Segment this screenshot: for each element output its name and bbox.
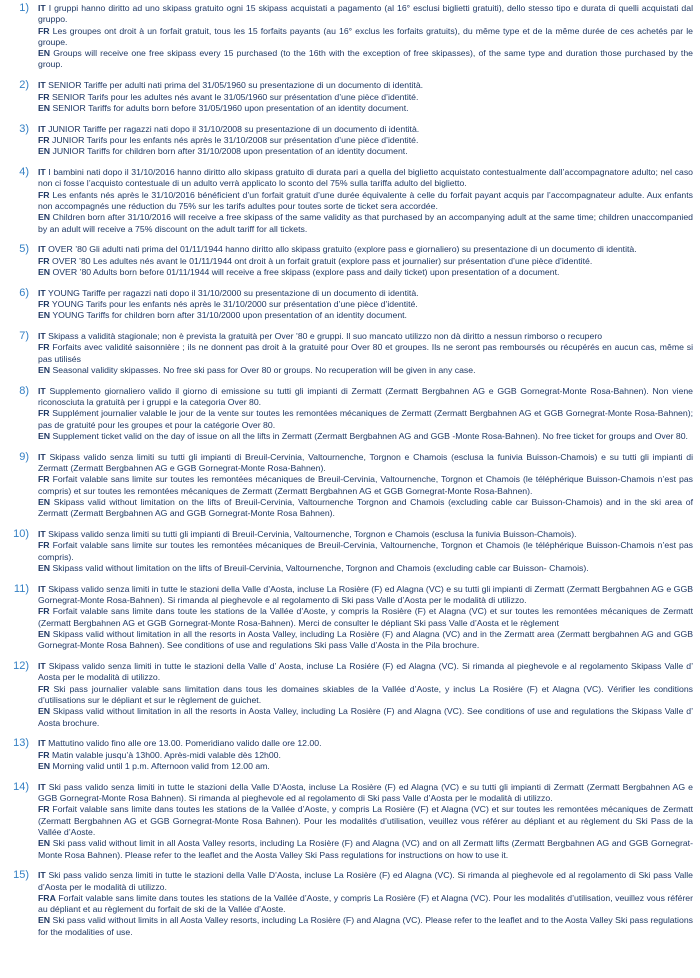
lang-text: Mattutino valido fino alle ore 13.00. Pomeridiano valido dalle ore 12.00.: [48, 738, 322, 749]
lang-text: JUNIOR Tarifs pour les enfants nés après le 31/10/2008 sur présentation d’une pièce d’identité.: [52, 134, 419, 145]
lang-text: OVER ’80 Gli adulti nati prima del 01/11/1944 hanno diritto allo skipass gratuito (explore pass e giornaliero) su presentazione di un documento di identità.: [48, 244, 637, 255]
lang-label: EN: [38, 760, 51, 771]
lang-text: Forfait valable sans limite sur toutes les remontées mécaniques de Breuil-Cervinia, Valtournenche, Torgnon et Chamois (le téléphérique Buisson-Chamois n’est pas compris).: [38, 540, 694, 562]
lang-section: [38, 782, 693, 805]
lang-section: [38, 915, 693, 938]
lang-label: FR: [38, 299, 50, 310]
lang-text: JUNIOR Tariffs for children born after 31/10/2008 upon presentation of an identity document.: [52, 146, 408, 157]
lang-text: Children born after 31/10/2016 will receive a free skipass of the same validity as that purchased by an accompanying adult at the same time; children unaccompanied by an adult will receive a 75% discount on the adult tariff for all tickets.: [38, 212, 693, 234]
lang-label: FR: [38, 189, 50, 200]
lang-label: EN: [38, 496, 51, 507]
lang-text: YOUNG Tariffs for children born after 31/10/2000 upon presentation of an identity document.: [52, 310, 407, 321]
lang-section: [38, 365, 693, 376]
lang-section: [38, 103, 693, 114]
item-number: 8): [19, 384, 29, 397]
lang-label: IT: [38, 3, 46, 13]
lang-text: OVER ’80 Les adultes nés avant le 01/11/1944 ont droit à un forfait gratuit (explore pass et journalier) sur présentation d’une pièce d’identité.: [52, 255, 593, 266]
lang-section: [38, 48, 693, 71]
lang-label: IT: [38, 529, 46, 540]
lang-text: Forfait valable sans limite sur toutes les remontées mécaniques de Breuil-Cervinia, Valtournenche, Torgnon et Chamois (le téléphérique Buisson-Chamois n’est pas compris) et sur toutes les remontées mécaniques de Zermatt (Zermatt Bergbahnen AG et GGB Gornegrat-Monte Rosa-Bahnen).: [38, 474, 694, 496]
lang-text: Skipass valid without limitation in all the resorts in Aosta Valley, including La Rosière (F) and Alagna (VC). See conditions of use and regulations the Skipass Valle d’ Aosta brochure.: [38, 706, 693, 728]
list-item: [5, 167, 693, 235]
lang-label: IT: [38, 451, 46, 462]
list-item: [5, 386, 693, 442]
terms-list: [5, 3, 693, 938]
lang-text: I bambini nati dopo il 31/10/2016 hanno diritto allo skipass gratuito di durata pari a quella del biglietto acquistato contestualmente dall’accompagnatore adulto; nel caso non ci fosse l’acquisto contestuale di un adulto verrà applicato lo sconto del 75% sulla tariffa adulto del biglietto.: [38, 167, 693, 189]
lang-label: FR: [38, 683, 50, 694]
list-item: [5, 529, 693, 574]
lang-section: [38, 431, 693, 442]
lang-section: [38, 563, 693, 574]
lang-section: [38, 761, 693, 772]
lang-label: FR: [38, 255, 50, 266]
lang-section: [38, 497, 693, 520]
item-number: 15): [13, 869, 29, 882]
lang-label: FRA: [38, 892, 56, 903]
lang-label: FR: [38, 91, 50, 102]
item-body: [38, 3, 693, 71]
lang-section: [38, 629, 693, 652]
lang-section: [38, 80, 693, 91]
lang-text: SENIOR Tarifs pour les adultes nés avant le 31/05/1960 sur présentation d’une pièce d’identité.: [52, 91, 419, 102]
item-number: 13): [13, 737, 29, 750]
lang-label: FR: [38, 804, 50, 815]
item-body: [38, 167, 693, 235]
lang-text: Forfaits avec validité saisonnière ; ils ne donnent pas droit à la gratuité pour Over 80 et groupes. Ils ne seront pas remboursés ou récupérés en aucun cas, même si pas utilisés: [38, 342, 693, 364]
lang-label: IT: [38, 167, 46, 178]
item-body: [38, 661, 693, 729]
lang-label: IT: [38, 287, 46, 298]
lang-section: [38, 299, 693, 310]
lang-label: EN: [38, 310, 51, 321]
list-item: [5, 452, 693, 520]
lang-section: [38, 738, 693, 749]
lang-text: Skipass valido senza limiti in tutte le stazioni della Valle d’Aosta, incluse La Rosière (F) ed Alagna (VC) e su tutti gli impianti di Zermatt (Zermatt Bergbahnen AG e GGB Gornegrat-Monte Rosa-Bahnen). Si rimanda al pieghevole e al regolamento di Ski pass Valle d’Aosta per le modalità di utilizzo.: [38, 583, 693, 606]
lang-section: [38, 870, 693, 893]
lang-section: [38, 244, 693, 255]
lang-label: IT: [38, 583, 46, 594]
lang-text: Skipass valid without limitation on the lifts of Breuil-Cervinia, Valtournenche Torgnon and Chamois (excluding cable car Buisson-Chamois) and in the ski area of Zermatt (Zermatt Bergbahnen AG and GGB Gornegrat-Monte Rosa Bahnen).: [38, 496, 693, 519]
lang-label: IT: [38, 80, 46, 91]
list-item: [5, 124, 693, 158]
lang-label: EN: [38, 212, 51, 223]
lang-text: OVER ’80 Adults born before 01/11/1944 will receive a free skipass (explore pass and daily ticket) upon presentation of a document.: [52, 266, 560, 277]
item-body: [38, 529, 693, 574]
item-number: 4): [19, 166, 29, 179]
lang-label: EN: [38, 146, 51, 157]
lang-label: IT: [38, 870, 46, 881]
lang-text: Supplemento giornaliero valido il giorno di emissione su tutti gli impianti di Zermatt (Zermatt Bergbahnen AG e GGB Gornegrat-Monte Rosa-Bahnen). Non viene riconosciuta la gratuità per i gruppi e la categoria Over 80.: [38, 385, 693, 408]
lang-section: [38, 804, 693, 838]
item-body: [38, 124, 693, 158]
item-body: [38, 738, 693, 772]
lang-label: EN: [38, 266, 51, 277]
lang-text: YOUNG Tarifs pour les enfants nés après le 31/10/2000 sur présentation d’une pièce d’identité.: [51, 299, 418, 310]
lang-section: [38, 342, 693, 365]
lang-text: Ski pass valido senza limiti in tutte le stazioni della Valle D’Aosta, incluse La Rosière (F) ed Alagna (VC). Si rimanda al pieghevole ed al regolamento di Ski pass Valle d’Aosta per le modalità di utilizzo.: [38, 870, 693, 892]
lang-section: [38, 386, 693, 409]
lang-label: EN: [38, 102, 51, 113]
lang-label: FR: [38, 134, 50, 145]
lang-section: [38, 331, 693, 342]
lang-text: I gruppi hanno diritto ad uno skipass gratuito ogni 15 skipass acquistati a pagamento (al 16° esclusi biglietti gratuiti), dello stesso tipo e durata di quelli acquistati dal gruppo.: [38, 3, 693, 25]
lang-text: Forfait valable sans limite dans toutes les stations de la Vallée d’Aoste, y compris La Rosière (F) et Alagna (VC) et sur toutes les remontées mécaniques de Zermatt (Zermatt Bergbahnen AG et GGB Gornegrat-Monte Rosa Bahnen). Pour les modalités d’utilisation, veuillez vous référer au dépliant et au règlement du Ski Pass de la Vallée d’Aoste.: [38, 804, 693, 837]
lang-text: Skipass valid without limitation on the lifts of Breuil-Cervinia, Valtournenche, Torgnon and Chamois (excluding cable car Buisson- Chamois).: [52, 562, 589, 573]
item-number: 14): [13, 780, 29, 793]
lang-section: [38, 146, 693, 157]
item-body: [38, 386, 693, 442]
lang-text: Skipass a validità stagionale; non è prevista la gratuità per Over ’80 e gruppi. Il suo mancato utilizzo non dà diritto a nessun rimborso o recupero: [48, 331, 603, 342]
lang-text: Ski pass journalier valable sans limitation dans tous les domaines skiables de la Vallée d’Aoste, y inclus La Rosiére (F) et Alagna (VC). Vérifier les conditions d’utilisations sur le dépliant et sur le règlement de guichet.: [38, 683, 693, 705]
lang-section: [38, 310, 693, 321]
lang-label: FR: [38, 474, 50, 485]
list-item: [5, 80, 693, 114]
lang-text: Ski pass valid without limits in all Aosta Valley resorts, including La Rosière (F) and Alagna (VC). Please refer to the leaflet and to the Aosta Valley Ski pass regulations for the modalities of use.: [38, 915, 693, 937]
lang-label: EN: [38, 915, 51, 926]
lang-label: EN: [38, 628, 51, 639]
lang-section: [38, 26, 693, 49]
lang-section: [38, 606, 693, 629]
lang-text: Les groupes ont droit à un forfait gratuit, tous les 15 forfaits payants (au 16° exclus les forfaits gratuits), du même type et de la même durée de ces achetés par le groupe.: [38, 25, 693, 47]
list-item: [5, 288, 693, 322]
lang-label: EN: [38, 562, 51, 573]
lang-label: IT: [38, 244, 46, 255]
lang-section: [38, 838, 693, 861]
lang-text: Groups will receive one free skipass every 15 purchased (to the 16th with the exception of free skipasses), of the same type and duration those purchased by the group.: [38, 48, 693, 70]
item-number: 6): [19, 286, 29, 299]
item-body: [38, 452, 693, 520]
item-number: 2): [19, 79, 29, 92]
lang-label: FR: [38, 606, 50, 617]
lang-label: EN: [38, 431, 51, 441]
lang-section: [38, 706, 693, 729]
lang-text: Morning valid until 1 p.m. Afternoon valid from 12.00 am.: [52, 760, 270, 771]
item-number: 11): [13, 582, 29, 595]
lang-text: SENIOR Tariffe per adulti nati prima del 31/05/1960 su presentazione di un documento di identità.: [48, 80, 424, 91]
lang-section: [38, 256, 693, 267]
lang-label: EN: [38, 48, 51, 59]
list-item: [5, 782, 693, 861]
lang-section: [38, 92, 693, 103]
lang-text: JUNIOR Tariffe per ragazzi nati dopo il 31/10/2008 su presentazione di un documento di identità.: [48, 123, 420, 134]
lang-label: FR: [38, 342, 50, 353]
lang-section: [38, 661, 693, 684]
lang-section: [38, 529, 693, 540]
item-number: 9): [19, 450, 29, 463]
lang-label: FR: [38, 25, 50, 36]
item-body: [38, 584, 693, 652]
lang-text: Skipass valido senza limiti in tutte le stazioni della Valle d’ Aosta, incluse La Rosiére (F) ed Alagna (VC). Si rimanda al pieghevole e al regolamento Skipass Valle d’ Aosta per le modalità di utilizzo.: [38, 661, 693, 683]
lang-text: Ski pass valid without limit in all Aosta Valley resorts, including La Rosière (F) and Alagna (VC) and on all Zermatt lifts (Zermatt Bergbahnen AG and GGB Gornegrat-Monte Rosa Bahnen). Please refer to the leaflet and the Aosta Valley Ski Pass regulations for instructions on how to use it.: [38, 838, 693, 860]
lang-section: [38, 267, 693, 278]
lang-text: Les enfants nés après le 31/10/2016 bénéficient d’un forfait gratuit d’une durée équivalente à celle du forfait payant acquis par l’accompagnateur adulte. Aux enfants non accompagnés une réduction du 75% sur les tarifs adultes pour toutes sorte de ticket sera accordée.: [38, 189, 694, 211]
lang-section: [38, 474, 693, 497]
lang-label: IT: [38, 738, 46, 749]
lang-label: IT: [38, 781, 46, 792]
item-body: [38, 782, 693, 861]
lang-label: IT: [38, 123, 46, 134]
lang-label: FR: [38, 749, 50, 760]
list-item: [5, 244, 693, 278]
lang-text: YOUNG Tariffe per ragazzi nati dopo il 31/10/2000 su presentazione di un documento di identità.: [48, 287, 419, 298]
item-body: [38, 244, 693, 278]
lang-section: [38, 190, 693, 213]
item-number: 5): [19, 243, 29, 256]
list-item: [5, 738, 693, 772]
lang-text: Skipass valido senza limiti su tutti gli impianti di Breuil-Cervinia, Valtournenche, Torgnon e Chamois (esclusa la funivia Buisson-Chamois) e su tutti gli impianti di Zermatt (Zermatt Bergbahnen AG e GGB Gornegrat-Monte Rosa-Bahnen).: [38, 451, 694, 474]
lang-text: SENIOR Tariffs for adults born before 31/05/1960 upon presentation of an identity document.: [52, 102, 409, 113]
lang-section: [38, 288, 693, 299]
lang-section: [38, 684, 693, 707]
lang-label: FR: [38, 540, 50, 551]
item-number: 1): [19, 2, 29, 14]
lang-section: [38, 540, 693, 563]
lang-label: EN: [38, 838, 51, 849]
lang-section: [38, 212, 693, 235]
item-number: 3): [19, 122, 29, 135]
lang-text: Forfait valable sans limite dans toutes les stations de la Vallée d’Aoste, y compris La Rosière (F) et Alagna (VC). Pour les modalités d’utilisation, veuillez vous référer au dépliant et au règlement du forfait de ski de la Vallée d’Aoste.: [38, 892, 693, 915]
lang-text: Skipass valid without limitation in all the resorts in Aosta Valley, including La Rosière (F) and Alagna (VC) and in the Zermatt area (Zermatt bergbahnen AG and GGB Gornegrat-Monte Rosa Bahnen). See conditions of use and regulations Ski pass Valle d’Aosta in the Pila brochure.: [38, 628, 693, 651]
lang-label: EN: [38, 365, 51, 376]
lang-label: FR: [38, 408, 50, 419]
item-body: [38, 288, 693, 322]
item-number: 12): [13, 660, 29, 673]
item-number: 10): [13, 528, 29, 541]
list-item: [5, 870, 693, 938]
item-number: 7): [19, 330, 29, 343]
list-item: [5, 584, 693, 652]
lang-text: Skipass valido senza limiti su tutti gli impianti di Breuil-Cervinia, Valtournenche, Torgnon e Chamois (esclusa la funivia Buisson-Chamois).: [48, 529, 577, 540]
lang-label: IT: [38, 661, 46, 672]
lang-section: [38, 3, 693, 26]
list-item: [5, 3, 693, 71]
lang-section: [38, 893, 693, 916]
lang-text: Supplement ticket valid on the day of issue on all the lifts in Zermatt (Zermatt Bergbahnen AG and GGB -Monte Rosa-Bahnen). No free ticket for groups and Over 80.: [52, 431, 688, 441]
lang-text: Ski pass valido senza limiti in tutte le stazioni della Valle D’Aosta, incluse La Rosière (F) ed Alagna (VC) e su tutti gli impianti di Zermatt (Zermatt Bergbahnen AG e GGB Gornegrat-Monte Rosa Bahnen). Si rimanda al pieghevole ed al regolamento di Ski pass Valle d’Aosta per le modalità di utilizzo.: [38, 781, 693, 804]
lang-section: [38, 584, 693, 607]
lang-label: IT: [38, 385, 46, 396]
lang-section: [38, 750, 693, 761]
item-body: [38, 80, 693, 114]
lang-label: EN: [38, 706, 51, 717]
item-body: [38, 331, 693, 376]
lang-section: [38, 452, 693, 475]
lang-section: [38, 408, 693, 431]
list-item: [5, 661, 693, 729]
lang-text: Matin valable jusqu’à 13h00. Après-midi valable dès 12h00.: [52, 749, 281, 760]
item-body: [38, 870, 693, 938]
lang-section: [38, 135, 693, 146]
list-item: [5, 331, 693, 376]
lang-text: Seasonal validity skipasses. No free ski pass for Over 80 or groups. No recuperation will be given in any case.: [52, 365, 476, 376]
lang-text: Forfait valable sans limite dans toute les stations de la Vallée d’Aoste, y compris la Rosière (F) et Alagna (VC) et sur toutes les remontées mécaniques de Zermatt (Zermatt Bergbahnen AG et GGB Gornegrat-Monte Rosa-Bahnen). Merci de consulter le dépliant Ski pass Valle d’Aosta et le règlement: [38, 606, 693, 628]
lang-section: [38, 124, 693, 135]
lang-section: [38, 167, 693, 190]
lang-text: Supplément journalier valable le jour de la vente sur toutes les remontées mécaniques de Zermatt (Zermatt Bergbahnen AG et GGB Gornegrat-Monte Rosa-Bahnen); pas de gratuité pour les groupes et pour la catégorie Over 80.: [38, 408, 693, 430]
lang-label: IT: [38, 331, 46, 342]
